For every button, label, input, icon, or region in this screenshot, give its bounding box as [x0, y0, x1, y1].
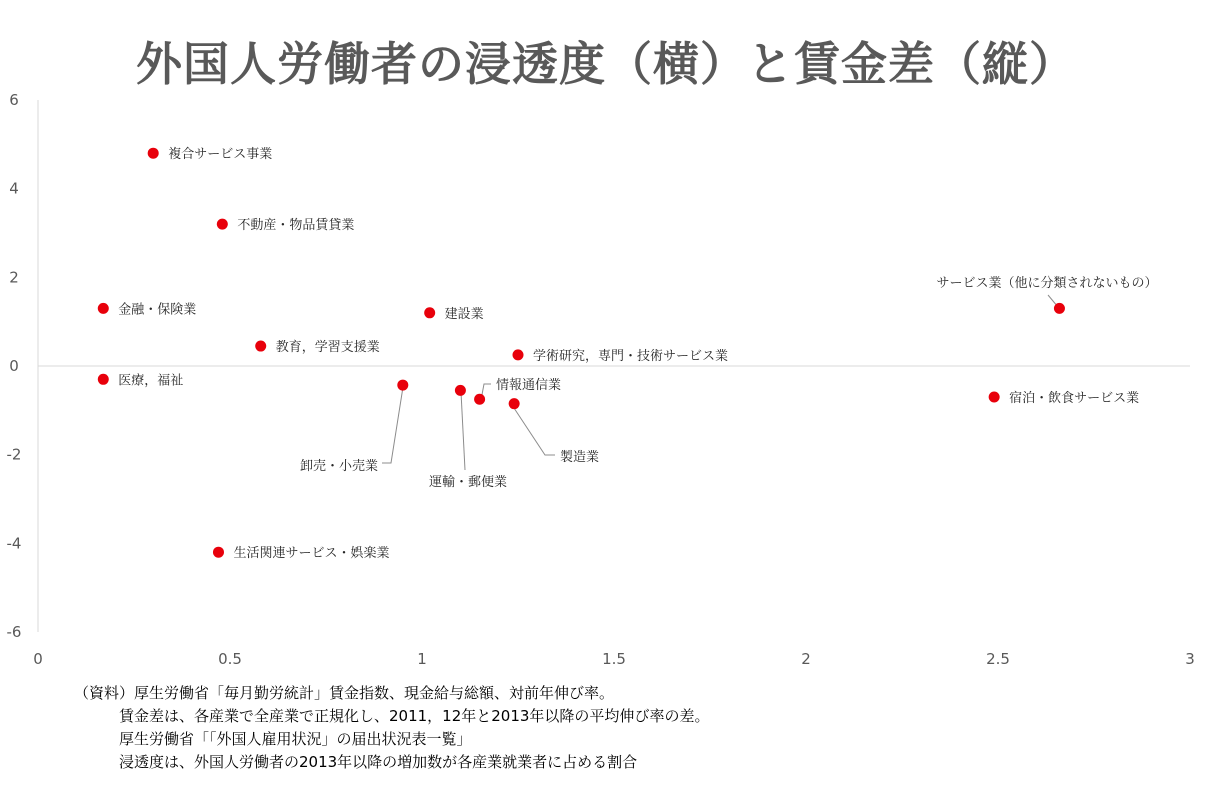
- y-tick-label: 0: [9, 357, 19, 375]
- point-label: サービス業（他に分類されないもの）: [936, 276, 1158, 291]
- chart-title: 外国人労働者の浸透度（横）と賃金差（縦）: [136, 37, 1076, 91]
- data-point: [213, 547, 224, 558]
- point-label: 運輸・郵便業: [428, 475, 508, 490]
- y-tick-label: -4: [6, 534, 22, 553]
- point-label: 宿泊・飲食サービス業: [1009, 391, 1140, 407]
- x-tick-label: 1.5: [602, 650, 626, 668]
- x-tick-label: 2.5: [986, 650, 1010, 668]
- data-point: [148, 148, 159, 159]
- point-label: 複合サービス事業: [168, 147, 273, 163]
- note-line-4: 浸透度は、外国人労働者の2013年以降の増加数が各産業就業者に占める割合: [119, 753, 638, 771]
- data-point: [474, 394, 485, 405]
- y-tick-label: 6: [9, 91, 19, 109]
- x-tick-label: 0: [33, 650, 43, 668]
- data-point: [1054, 303, 1065, 314]
- data-point: [509, 398, 520, 409]
- data-point: [397, 380, 408, 391]
- leader-line: [512, 405, 555, 455]
- note-line-2: 賃金差は、各産業で全産業で正規化し、2011，12年と2013年以降の平均伸び率の差。: [119, 707, 710, 725]
- point-label: 建設業: [444, 306, 484, 322]
- data-point: [98, 303, 109, 314]
- note-line-1: （資料）厚生労働省「毎月勤労統計」賃金指数、現金給与総額、対前年伸び率。: [74, 684, 615, 702]
- data-point: [217, 219, 228, 230]
- data-point: [424, 307, 435, 318]
- point-label: 学術研究，専門・技術サービス業: [533, 348, 729, 364]
- leader-line: [382, 387, 403, 463]
- data-point: [255, 341, 266, 352]
- point-label: 不動産・物品賃貸業: [237, 218, 355, 234]
- x-tick-label: 1: [417, 650, 427, 668]
- y-tick-label: 2: [9, 268, 19, 287]
- point-label: 卸売・小売業: [299, 459, 378, 474]
- x-tick-label: 3: [1185, 650, 1195, 668]
- y-tick-label: -2: [6, 445, 22, 464]
- point-label: 情報通信業: [496, 378, 562, 393]
- data-point: [98, 374, 109, 385]
- point-label: 教育，学習支援業: [275, 340, 380, 356]
- note-line-3: 厚生労働省「「外国人雇用状況」の届出状況表一覧」: [119, 730, 472, 748]
- x-tick-label: 0.5: [218, 650, 242, 668]
- point-label: 生活関連サービス・娯楽業: [233, 546, 390, 562]
- data-point: [455, 385, 466, 396]
- point-label: 医療，福祉: [118, 373, 184, 389]
- y-tick-label: -6: [6, 623, 22, 641]
- source-notes: [74, 682, 709, 774]
- data-point: [513, 349, 524, 360]
- x-tick-label: 2: [801, 650, 811, 668]
- point-label: 製造業: [560, 450, 600, 465]
- point-label: 金融・保険業: [118, 302, 197, 318]
- y-tick-label: 4: [9, 179, 19, 198]
- data-point: [989, 392, 1000, 403]
- leader-line: [461, 392, 465, 470]
